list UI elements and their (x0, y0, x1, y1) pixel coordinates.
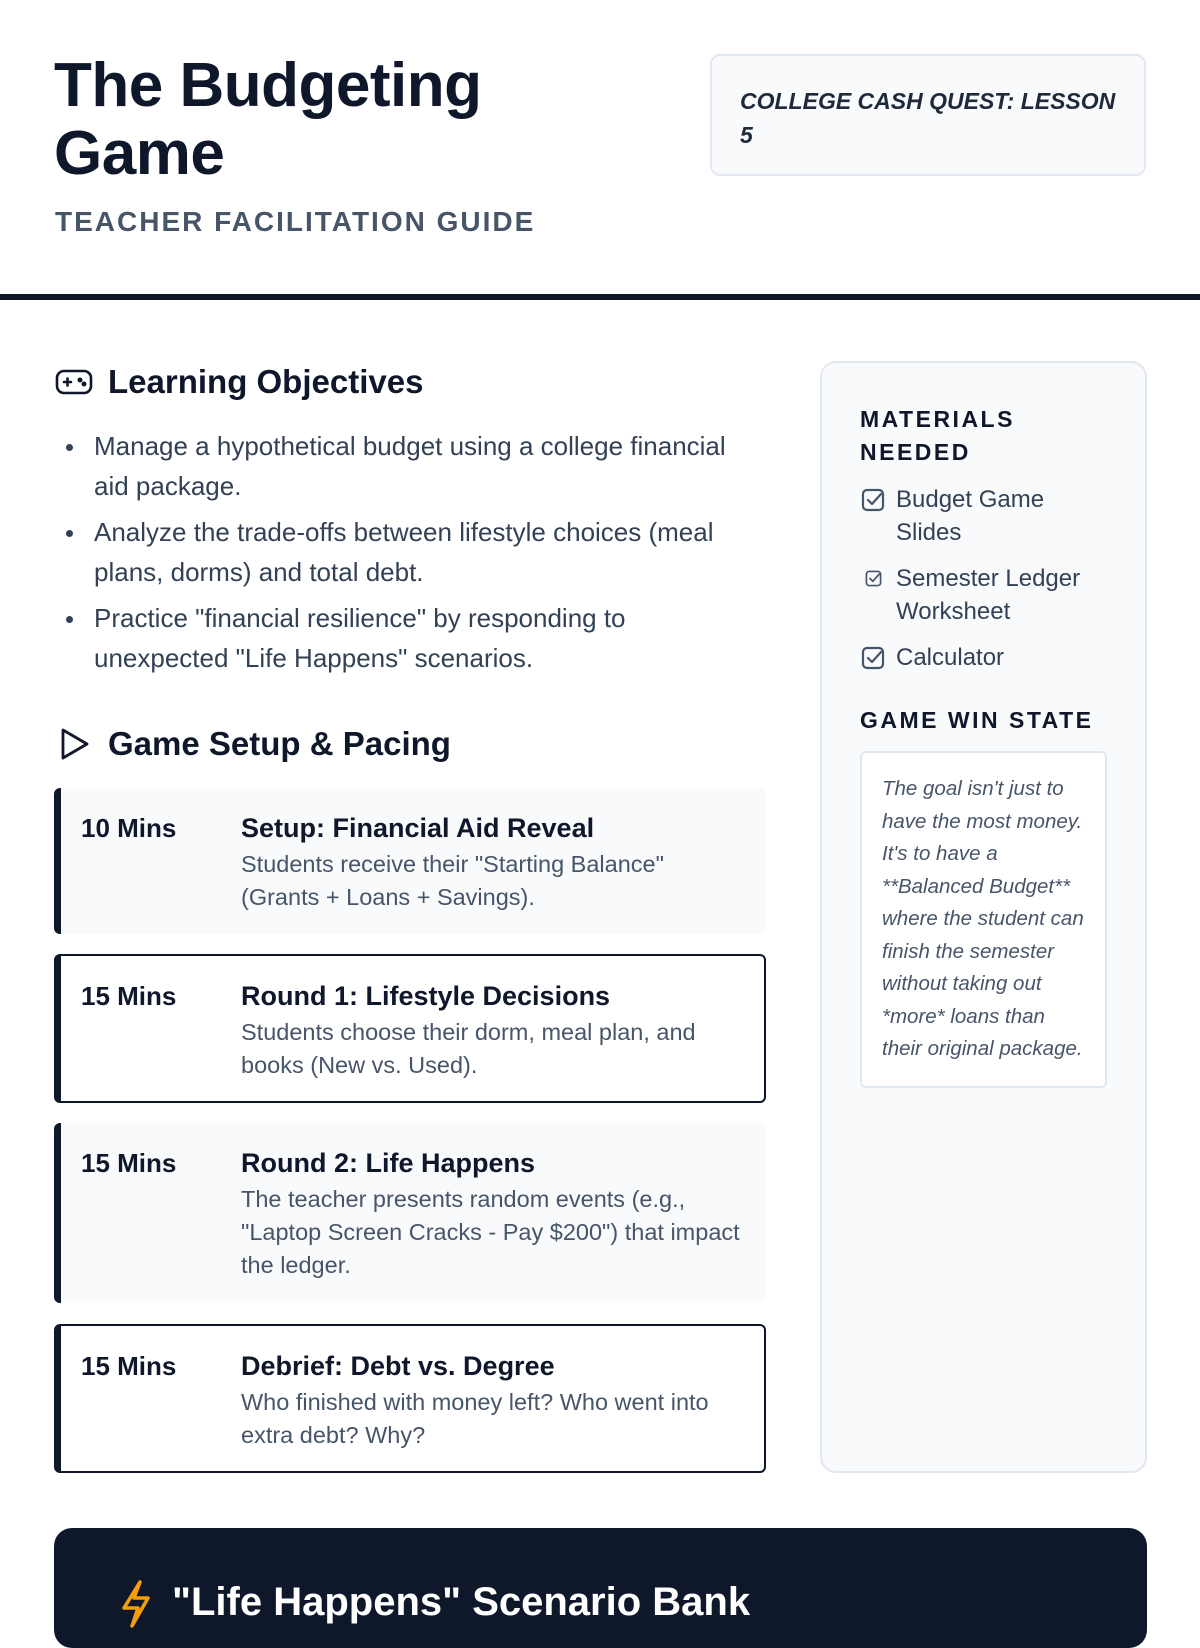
material-label: Budget Game Slides (896, 486, 1045, 546)
checkbox-icon (860, 483, 886, 516)
pacing-row (54, 1324, 766, 1473)
page-header (0, 0, 1200, 300)
material-label: Calculator (896, 644, 1005, 671)
list-item (860, 483, 1107, 549)
pacing-row (54, 954, 766, 1103)
list-item: Manage a hypothetical budget using a college financial aid package. (60, 426, 740, 506)
pacing-row-description: Students receive their "Starting Balance" (Grants + Loans + Savings). (241, 851, 664, 910)
pacing-duration: 15 Mins (81, 981, 177, 1011)
list-item (860, 562, 1107, 628)
pacing-row-title: Round 2: Life Happens (241, 1148, 536, 1178)
list-item: Practice "financial resilience" by responding to unexpected "Life Happens" scenarios. (60, 598, 740, 678)
pacing-row-title: Round 1: Lifestyle Decisions (241, 981, 611, 1011)
pacing-title: Game Setup & Pacing (108, 725, 451, 762)
material-label: Semester Ledger Worksheet (896, 565, 1081, 625)
checkbox-icon (860, 562, 886, 595)
gamepad-icon (54, 362, 94, 402)
lesson-badge: COLLEGE CASH QUEST: LESSON 5 (710, 54, 1146, 176)
scenario-bank-title: "Life Happens" Scenario Bank (172, 1580, 751, 1624)
objectives-heading (54, 362, 423, 402)
pacing-row-description: The teacher presents random events (e.g., "Laptop Screen Cracks - Pay $200") that impact the ledger. (241, 1186, 740, 1278)
list-item: Analyze the trade-offs between lifestyle choices (meal plans, dorms) and total debt. (60, 512, 740, 592)
pacing-duration: 15 Mins (81, 1351, 177, 1381)
objectives-title: Learning Objectives (108, 363, 424, 400)
page-title: The Budgeting Game (54, 51, 482, 188)
win-state-text: The goal isn't just to have the most money. It's to have a **Balanced Budget** where the student can finish the semester without taking out *more* loans than their original package. (860, 751, 1107, 1088)
objectives-list (60, 426, 740, 684)
list-item (860, 641, 1107, 674)
materials-heading: MATERIALS NEEDED (860, 406, 1015, 465)
pacing-row-description: Students choose their dorm, meal plan, and books (New vs. Used). (241, 1019, 696, 1078)
scenario-bank-banner (54, 1528, 1147, 1648)
pacing-duration: 15 Mins (81, 1148, 177, 1178)
pacing-row-description: Who finished with money left? Who went into extra debt? Why? (241, 1389, 709, 1448)
pacing-row (54, 788, 766, 934)
win-state-heading: GAME WIN STATE (860, 707, 1094, 733)
sidebar (820, 361, 1147, 1473)
lightning-icon (116, 1580, 156, 1628)
pacing-row-title: Debrief: Debt vs. Degree (241, 1351, 555, 1381)
pacing-row (54, 1123, 766, 1303)
materials-list (860, 483, 1107, 674)
pacing-heading (54, 724, 451, 764)
page-subtitle: TEACHER FACILITATION GUIDE (55, 206, 536, 237)
pacing-row-title: Setup: Financial Aid Reveal (241, 813, 595, 843)
checkbox-icon (860, 641, 886, 674)
pacing-duration: 10 Mins (81, 813, 177, 843)
play-icon (54, 724, 94, 764)
